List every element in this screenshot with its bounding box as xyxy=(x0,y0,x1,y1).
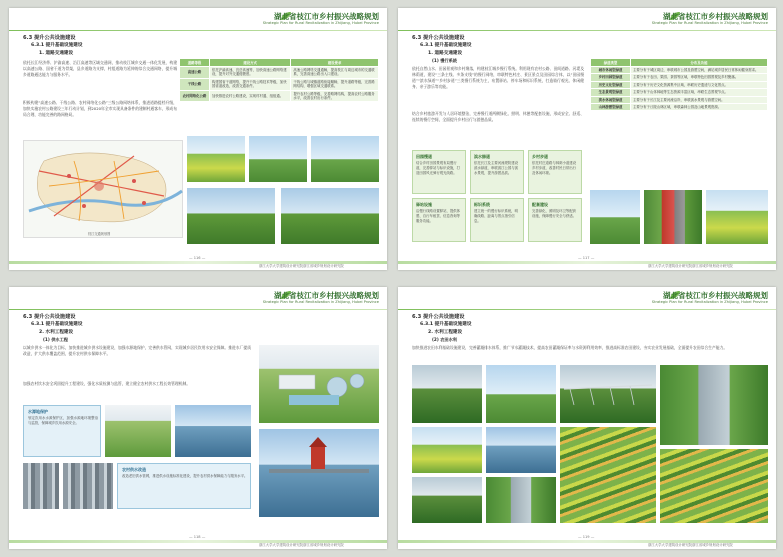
page-116 xyxy=(9,8,387,270)
header-title: 湖北省枝江市乡村振兴战略规划 xyxy=(663,12,768,21)
page-header xyxy=(398,287,776,311)
header-divider xyxy=(9,30,387,31)
photo-greenway-trees xyxy=(590,190,640,244)
page-number: — 119 — xyxy=(578,535,595,539)
info-box: 乡村步道 依托村庄道路与林荫小道建设乡村步道，改善村民日常出行及休闲环境。 xyxy=(528,150,582,194)
body-paragraph: 加快推进农田水利基础设施建设，完善灌溉排水体系，推广节水灌溉技术，提高农田灌溉保证率与水资源利用效率，推进高标准农田建设，夯实农业发展基础，全面提升农田综合生产能力。 xyxy=(412,345,728,350)
photo-aerial-farmland xyxy=(660,449,768,523)
body-paragraph: 依托长江经济带、沪渝高速、沿江高速等区域交通网，推动枝江城乡交通一体化发展，构建以高速公路、国省干道为骨架，县乡道路为支撑，村组道路为延伸的综合交通网络，提升城乡道路通达能力与服务水平。 xyxy=(23,60,177,77)
table-header: 道路等级 xyxy=(180,59,210,67)
body-paragraph: 以城乡供水一体化为目标，加快推进城乡供水设施建设，加强水源地保护，完善供水管网，实现城乡居民饮用水安全保障。推进水厂提质改造，扩大供水覆盖范围，提升农村供水保障水平。 xyxy=(23,345,251,356)
table-row: 历史文化型绿道 主要分布于历史文化资源集中区域，串联历史遗迹与文化景点。 xyxy=(591,81,768,88)
table-header: 建设方式 xyxy=(210,59,291,67)
photo-rapeseed-field xyxy=(187,136,245,182)
footer-institute: 浙江大学大学建筑设计研究院浙江省城乡规划设计研究院 xyxy=(259,543,344,547)
header-subtitle: Strategic Plan for Rural Revitalization in Zhijiang, Hubei Province xyxy=(651,21,768,25)
photo-irrigation-canal xyxy=(660,365,768,445)
photo-water-plant-sign xyxy=(105,405,171,457)
page-number: — 118 — xyxy=(189,535,206,539)
photo-green-farmland xyxy=(412,477,482,523)
callout-water-source: 水源地保护 划定饮用水水源保护区，加强水源地环境整治与监管，保障城乡饮用水源安全。 xyxy=(23,405,101,457)
page-footer xyxy=(9,529,387,549)
info-box: 标识系统 建立统一的慢行标识系统，明确线路、距离与景点指引信息。 xyxy=(470,198,524,242)
header-title: 湖北省枝江市乡村振兴战略规划 xyxy=(663,291,768,300)
photo-village-road xyxy=(249,136,307,182)
table-row: 农村网络化公路 加快推进农村公路建设，实现村村通、组组通。 提升农村公路等级，完善路网结构，提高农村公路服务水平，改善农村出行条件。 xyxy=(180,90,379,102)
page-footer xyxy=(9,250,387,270)
subsection-heading: 6.3.1 提升基础设施建设 xyxy=(31,43,83,48)
photo-pivot-irrigation xyxy=(560,365,656,423)
photo-terraced-farmland xyxy=(560,427,656,523)
header-divider xyxy=(9,309,387,310)
page-number: — 116 — xyxy=(189,256,206,260)
info-box: 配套建设 完善绿化、照明及环卫等配套设施，保障慢行安全与舒适。 xyxy=(528,198,582,242)
table-row: 干线公路 构建国省干道网络，提升干线公路技术等级，加快国省道改造，改善交通条件。 干线公路与城镇道路衔接顺畅，提升道路等级，完善路网结构，增强区域交通联系。 xyxy=(180,78,379,90)
table-row: 城市休闲型绿道 主要分布于城区周边，串联城市公园及游憩空间，满足城乡居民日常休闲健身需求。 xyxy=(591,67,768,74)
page-footer xyxy=(398,250,776,270)
header-title: 湖北省枝江市乡村振兴战略规划 xyxy=(274,291,379,300)
page-119 xyxy=(398,287,776,549)
body-paragraph: 依托自然山水、田园景观和乡村聚落，构建枝江城乡慢行系统。利用现有农村公路、田间道路、河堤及林荫道，建设“三条主线、多条支线”的慢行网络，串联特色村庄、景区景点及田园综合体，以“田园慢道”“滨水绿道”“乡村步道”三类慢行系统为主，布置驿站、停车场和标识系统，打造骑行观光、休闲健身、亲子游乐等功能。 xyxy=(412,66,584,89)
photo-reservoir-view xyxy=(486,427,556,473)
photo-sprinkler-field xyxy=(412,365,482,423)
table-header: 绿道类型 xyxy=(591,59,631,67)
item-heading: 1. 道路交通建设 xyxy=(39,51,74,56)
header-subtitle: Strategic Plan for Rural Revitalization in Zhijiang, Hubei Province xyxy=(262,300,379,304)
photo-tree-lined-road xyxy=(311,136,379,182)
photo-reservoir xyxy=(175,405,251,457)
footer-institute: 浙江大学大学建筑设计研究院浙江省城乡规划设计研究院 xyxy=(648,264,733,268)
body-paragraph: 结合乡村旅游开发与人居环境整治，完善慢行道两侧绿化、照明、休憩等配套设施，形成安全、舒适、连续的慢行空间，全面提升乡村出行与游憩品质。 xyxy=(412,111,584,122)
body-paragraph: 积极构建“高速公路、干线公路、农村网络化公路”三级公路网络体系，推进道路提档升级，加快实施农村公路建设三年行动计划，到2020年全市实现具备条件的建制村通客车，形成布局合理、功能完善的路网格局。 xyxy=(23,100,177,117)
footer-institute: 浙江大学大学建筑设计研究院浙江省城乡规划设计研究院 xyxy=(259,264,344,268)
section-heading: 6.3 提升公共设施建设 xyxy=(23,314,76,320)
item-heading: 2. 水利工程建设 xyxy=(428,330,463,335)
table-row: 滨水休闲型绿道 主要分布于长江及主要河流沿岸，串联滨水景观与游憩空间。 xyxy=(591,96,768,103)
footer-institute: 浙江大学大学建筑设计研究院浙江省城乡规划设计研究院 xyxy=(648,543,733,547)
photo-red-cycle-lane xyxy=(644,190,702,244)
section-heading: 6.3 提升公共设施建设 xyxy=(23,35,76,41)
section-heading: 6.3 提升公共设施建设 xyxy=(412,35,465,41)
item-heading: 2. 水利工程建设 xyxy=(39,330,74,335)
info-box: 驿站设施 沿慢行线路设置驿站，提供休憩、自行车租赁、信息咨询等服务功能。 xyxy=(412,198,466,242)
photo-irrigation-drops xyxy=(486,365,556,423)
table-row: 乡村田园型绿道 主要分布于农田、果园、茶园等区域，串联特色田园景观及乡村聚落。 xyxy=(591,74,768,81)
photo-lake-tower xyxy=(259,429,379,517)
photo-field-ditch xyxy=(486,477,556,523)
road-grade-table xyxy=(179,58,379,102)
body-paragraph: 加强农村饮水安全巩固提升工程建设，强化水质检测与监管，建立健全农村供水工程长效管理机制。 xyxy=(23,381,191,386)
item-subheading: (1) 供水工程 xyxy=(43,337,68,342)
table-row: 高速公路 依托沪渝高速、宜岳高速等，加快高速公路网络建设，提升对外交通便捷度。 高速公路网络交通通畅，提高枝江与周边城市的交通联系，完善高速公路出入口建设。 xyxy=(180,67,379,79)
traffic-map xyxy=(23,140,183,238)
page-header xyxy=(9,8,387,32)
table-row: 山林游憩型绿道 主要分布于丘陵山林区域，串联森林公园及山地景观资源。 xyxy=(591,104,768,111)
header-subtitle: Strategic Plan for Rural Revitalization in Zhijiang, Hubei Province xyxy=(262,21,379,25)
header-divider xyxy=(398,309,776,310)
subsection-heading: 6.3.1 提升基础设施建设 xyxy=(420,43,472,48)
callout-rural-supply: 农村供水改造 改造老旧供水管网，推进供水设施标准化建设，提升农村供水保障能力与服务水平。 xyxy=(117,463,251,509)
item-subheading: (2) 农田水利 xyxy=(432,337,457,342)
page-number: — 117 — xyxy=(578,256,595,260)
page-118 xyxy=(9,287,387,549)
page-footer xyxy=(398,529,776,549)
photo-rural-road xyxy=(281,188,379,244)
subsection-heading: 6.3.1 提升基础设施建设 xyxy=(420,322,472,327)
header-subtitle: Strategic Plan for Rural Revitalization in Zhijiang, Hubei Province xyxy=(651,300,768,304)
header-title: 湖北省枝江市乡村振兴战略规划 xyxy=(274,12,379,21)
photo-country-path xyxy=(706,190,768,244)
greenway-table xyxy=(590,58,768,111)
item-subheading: (1) 慢行系统 xyxy=(432,58,457,63)
info-box: 田园慢道 结合乡村田园景观布局慢行道，完善驿站与标识设施，打造田园风光骑行观光线路。 xyxy=(412,150,466,194)
section-heading: 6.3 提升公共设施建设 xyxy=(412,314,465,320)
photo-highway xyxy=(187,188,275,244)
item-heading: 1. 道路交通建设 xyxy=(428,51,463,56)
page-header xyxy=(9,287,387,311)
page-117 xyxy=(398,8,776,270)
table-row: 生态景观型绿道 主要分布于山体林地等生态资源丰富区域，串联生态景观节点。 xyxy=(591,89,768,96)
photo-water-tank xyxy=(23,463,59,509)
photo-pipes xyxy=(63,463,113,509)
info-box: 滨水绿道 依托长江及主要河流堤防建设滨水绿道，串联滨江公园与滨水景观，提升游憩品质。 xyxy=(470,150,524,194)
subsection-heading: 6.3.1 提升基础设施建设 xyxy=(31,322,83,327)
photo-water-treatment-plant xyxy=(259,345,379,423)
map-caption: 枝江交通规划图 xyxy=(88,232,111,236)
table-header: 建设要求 xyxy=(291,59,379,67)
page-header xyxy=(398,8,776,32)
table-header: 分布及功能 xyxy=(631,59,768,67)
header-divider xyxy=(398,30,776,31)
photo-pump-station xyxy=(412,427,482,473)
